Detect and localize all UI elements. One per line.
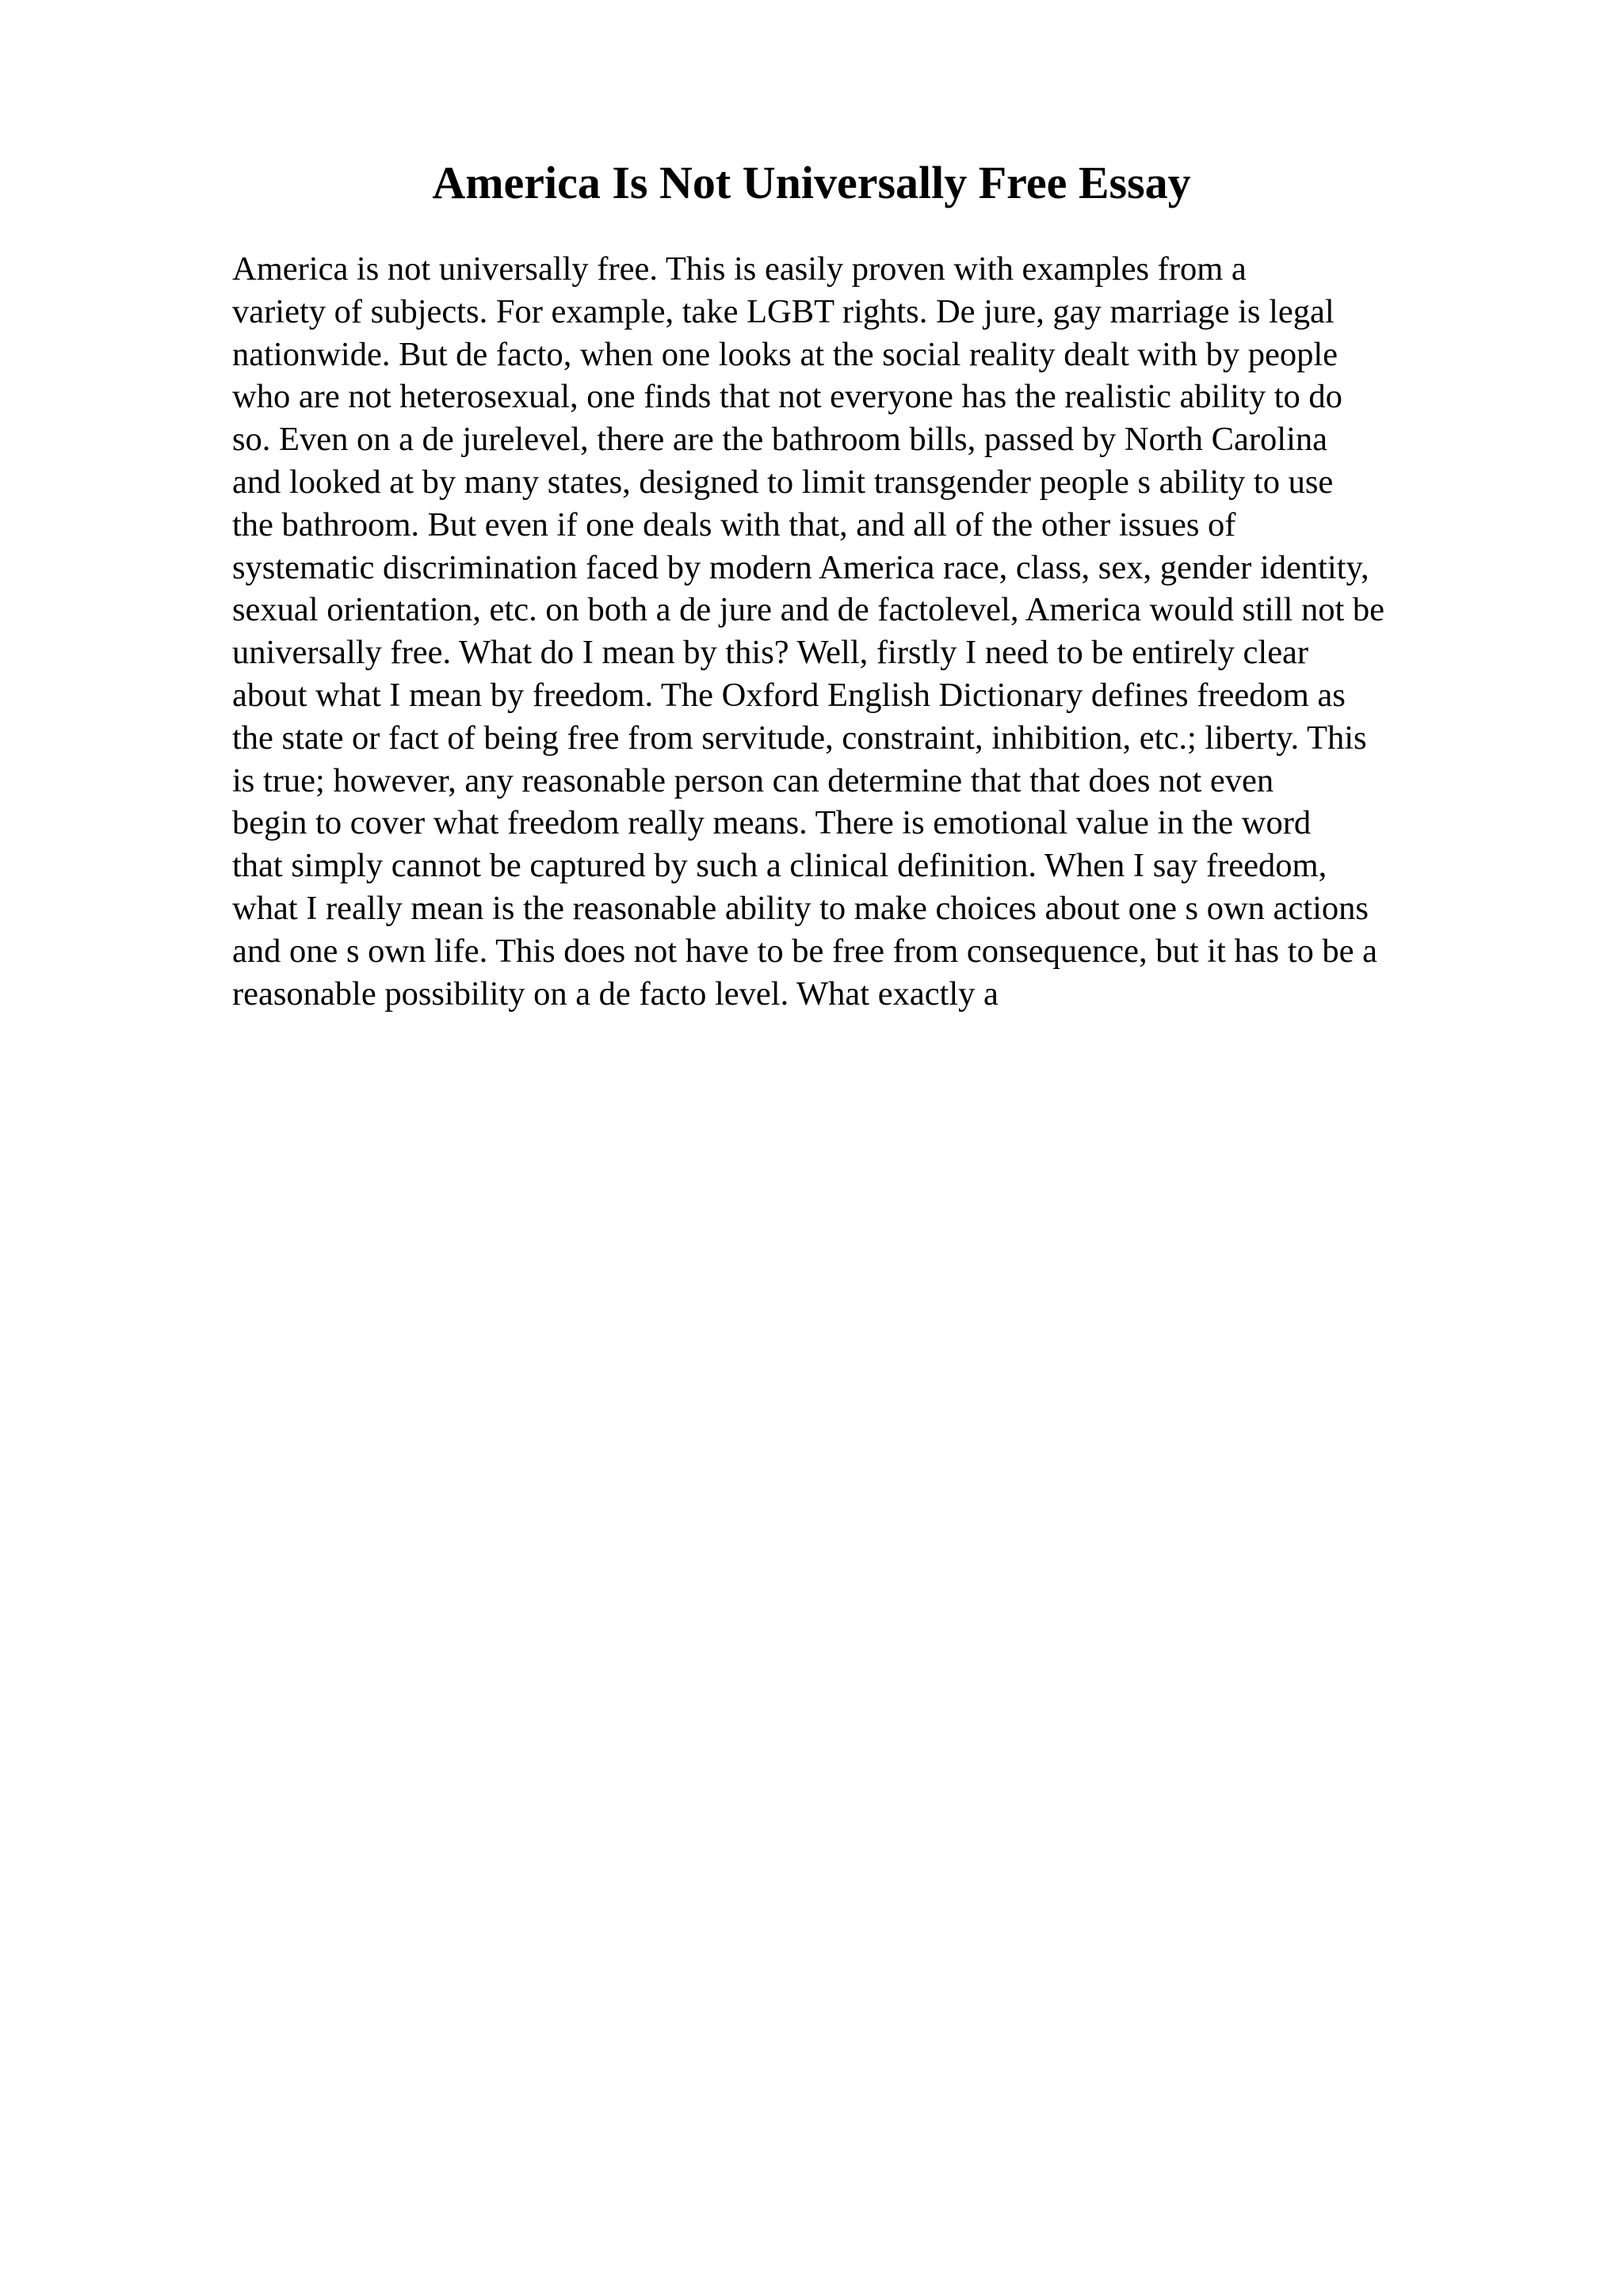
- text-line: the bathroom. But even if one deals with that, and all of the other issues of: [232, 505, 1236, 543]
- text-line: and looked at by many states, designed to limit transgender people s ability to use: [232, 463, 1334, 501]
- text-line: reasonable possibility on a de facto level. What exactly a: [232, 974, 999, 1013]
- document-title: America Is Not Universally Free Essay: [432, 157, 1191, 208]
- text-line: begin to cover what freedom really means. There is emotional value in the word: [232, 804, 1312, 842]
- text-line: systematic discrimination faced by modern America race, class, sex, gender identity,: [232, 548, 1369, 586]
- text-line: nationwide. But de facto, when one looks at the social reality dealt with by people: [232, 335, 1338, 373]
- text-line: the state or fact of being free from servitude, constraint, inhibition, etc.; liberty. This: [232, 719, 1367, 757]
- text-line: is true; however, any reasonable person can determine that that does not even: [232, 761, 1274, 799]
- text-line: so. Even on a de jurelevel, there are the bathroom bills, passed by North Carolina: [232, 421, 1328, 459]
- text-line: universally free. What do I mean by this? Well, firstly I need to be entirely clear: [232, 634, 1309, 672]
- essay-body: [232, 248, 1516, 1015]
- text-line: and one s own life. This does not have to be free from consequence, but it has to be a: [232, 932, 1377, 970]
- text-line: that simply cannot be captured by such a clinical definition. When I say freedom,: [232, 847, 1327, 885]
- text-line: variety of subjects. For example, take LGBT rights. De jure, gay marriage is legal: [232, 292, 1335, 330]
- text-line: sexual orientation, etc. on both a de jure and de factolevel, America would still not be: [232, 591, 1384, 629]
- text-line: what I really mean is the reasonable ability to make choices about one s own actions: [232, 889, 1369, 927]
- text-line: who are not heterosexual, one finds that not everyone has the realistic ability to do: [232, 378, 1342, 416]
- text-line: about what I mean by freedom. The Oxford English Dictionary defines freedom as: [232, 676, 1346, 714]
- text-line: America is not universally free. This is easily proven with examples from a: [232, 250, 1247, 288]
